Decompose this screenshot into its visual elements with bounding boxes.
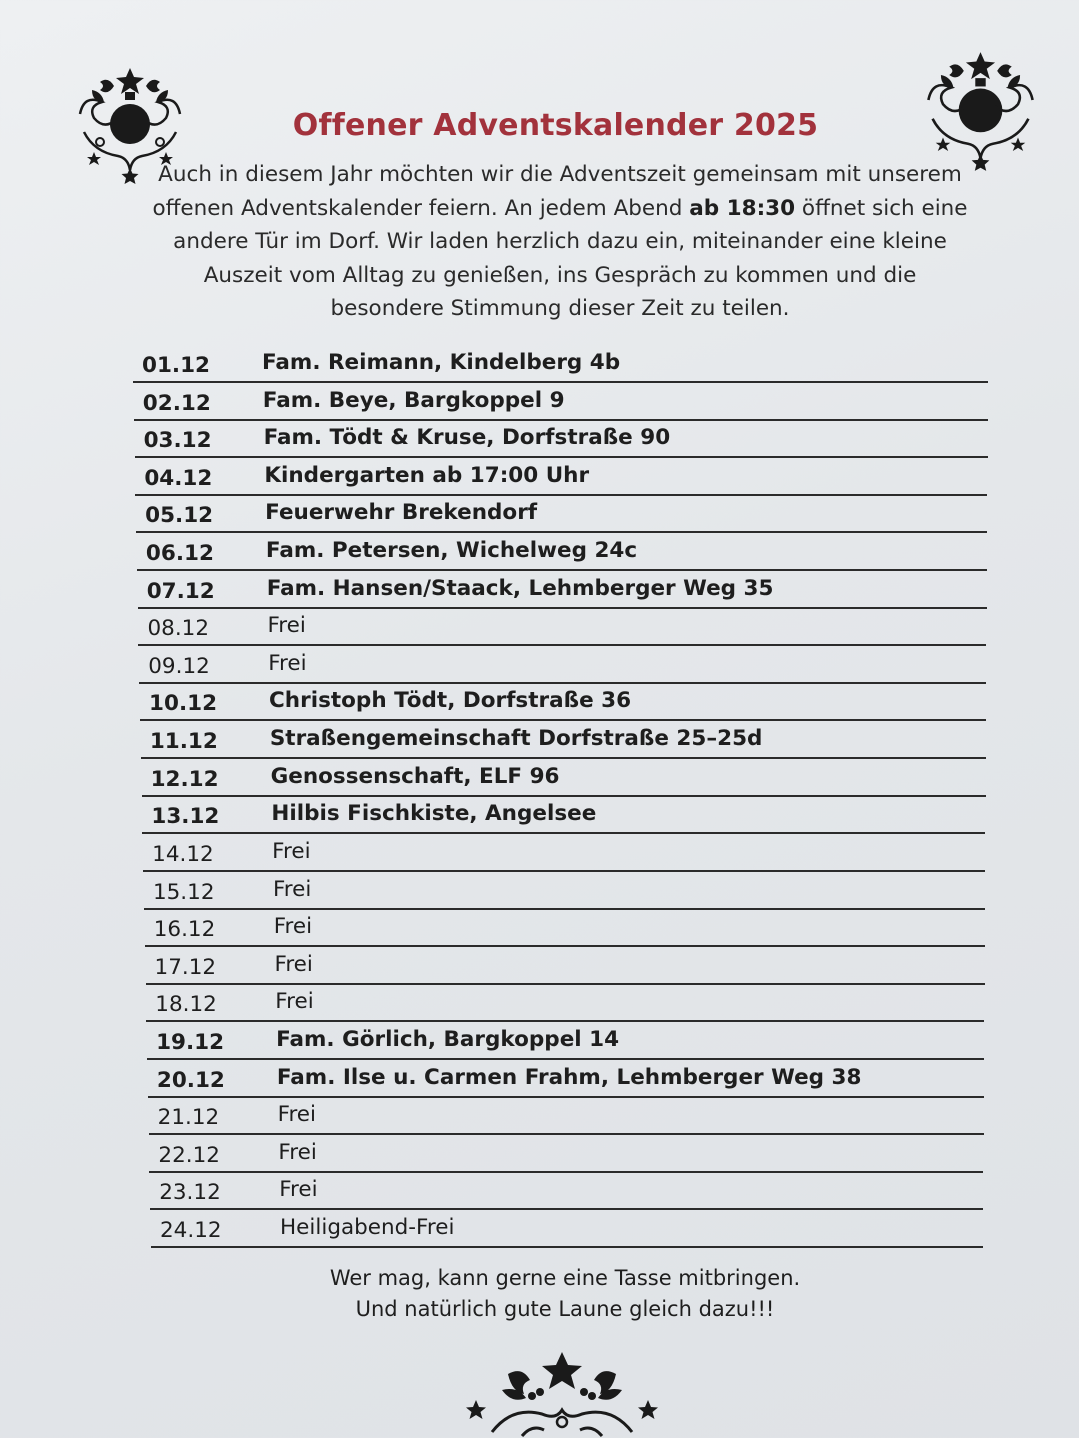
calendar-date: 06.12 (145, 541, 214, 567)
calendar-row (142, 759, 986, 797)
calendar-row (148, 1060, 984, 1098)
calendar-date: 10.12 (149, 691, 218, 717)
calendar-row (146, 984, 984, 1022)
calendar-host: Frei (278, 1139, 317, 1165)
calendar-date: 19.12 (156, 1029, 225, 1055)
calendar-row (150, 1172, 983, 1210)
calendar-date: 12.12 (150, 766, 219, 792)
calendar-row (141, 721, 986, 759)
calendar-date: 03.12 (143, 428, 212, 454)
calendar-date: 17.12 (154, 954, 217, 980)
calendar-row (144, 872, 985, 910)
calendar-row (146, 947, 985, 985)
calendar-row (147, 1022, 984, 1060)
calendar-row (142, 796, 985, 834)
calendar-host: Genossenschaft, ELF 96 (270, 763, 560, 789)
calendar-date: 16.12 (153, 917, 216, 943)
calendar-host: Frei (268, 650, 307, 676)
calendar-date: 11.12 (149, 729, 218, 755)
calendar-date: 24.12 (160, 1218, 222, 1243)
calendar-host: Fam. Görlich, Bargkoppel 14 (276, 1026, 620, 1052)
calendar-date: 13.12 (151, 804, 220, 830)
calendar-row (136, 495, 987, 533)
calendar-host: Kindergarten ab 17:00 Uhr (264, 462, 590, 488)
calendar-date: 04.12 (144, 465, 213, 491)
calendar-row (149, 1135, 983, 1173)
closing-line-2: Und natürlich gute Laune gleich dazu!!! (355, 1297, 775, 1321)
calendar-host: Fam. Petersen, Wichelweg 24c (265, 538, 638, 564)
page-title: Offener Adventskalender 2025 (292, 108, 819, 143)
calendar-host: Frei (267, 613, 306, 639)
intro-text-part2: öffnet sich eine andere Tür im Dorf. Wir laden herzlich dazu ein, miteinander eine kleine Auszeit vom Alltag zu genießen, ins Gespräch zu kommen und die besondere Stimmung dieser Zeit zu teilen. (173, 195, 968, 321)
calendar-host: Feuerwehr Brekendorf (265, 500, 538, 526)
calendar-row (145, 909, 985, 947)
calendar-host: Heiligabend-Frei (280, 1215, 455, 1240)
calendar-host: Frei (277, 1102, 317, 1128)
calendar-row (149, 1097, 984, 1135)
calendar-host: Straßengemeinschaft Dorfstraße 25–25d (269, 726, 763, 752)
holly-star-ornament-icon (462, 1350, 662, 1438)
calendar-date: 15.12 (152, 879, 215, 905)
calendar-row (134, 383, 988, 421)
calendar-date: 02.12 (142, 390, 211, 416)
calendar-date: 22.12 (158, 1142, 220, 1168)
calendar-row (133, 345, 988, 383)
calendar-row (138, 608, 986, 646)
calendar-host: Christoph Tödt, Dorfstraße 36 (269, 688, 632, 714)
calendar-host: Frei (275, 989, 314, 1015)
intro-text-part1: Auch in diesem Jahr möchten wir die Adventszeit gemeinsam mit unserem offenen Adventskalender feiern. An jedem Abend (152, 162, 962, 221)
calendar-date: 01.12 (142, 353, 211, 378)
calendar-host: Frei (279, 1177, 318, 1203)
calendar-host: Fam. Tödt & Kruse, Dorfstraße 90 (263, 425, 671, 451)
calendar-host: Frei (273, 914, 313, 940)
calendar-date: 23.12 (159, 1180, 221, 1206)
intro-time: ab 18:30 (689, 195, 796, 221)
calendar-row (138, 571, 987, 609)
calendar-date: 18.12 (155, 992, 217, 1018)
closing-line-1: Wer mag, kann gerne eine Tasse mitbringen. (329, 1266, 801, 1290)
calendar-host: Fam. Reimann, Kindelberg 4b (262, 350, 621, 375)
calendar-host: Fam. Hansen/Staack, Lehmberger Weg 35 (266, 575, 774, 601)
calendar-date: 08.12 (147, 616, 210, 642)
calendar-host: Fam. Ilse u. Carmen Frahm, Lehmberger Weg 38 (276, 1064, 862, 1090)
calendar-row (139, 646, 986, 684)
calendar-row (135, 420, 988, 458)
calendar-date: 09.12 (148, 653, 210, 679)
calendar-date: 07.12 (146, 578, 215, 604)
calendar-row (143, 834, 985, 872)
calendar-row (135, 458, 987, 496)
calendar-date: 21.12 (157, 1105, 220, 1131)
calendar-row (140, 683, 986, 721)
calendar-host: Hilbis Fischkiste, Angelsee (271, 801, 597, 827)
calendar-host: Fam. Beye, Bargkoppel 9 (262, 387, 565, 413)
calendar-host: Frei (272, 876, 312, 902)
calendar-date: 20.12 (156, 1067, 225, 1093)
calendar-host: Frei (272, 838, 311, 864)
calendar-host: Frei (274, 951, 313, 977)
calendar-row (151, 1210, 983, 1248)
calendar-row (137, 533, 987, 571)
calendar-date: 14.12 (152, 841, 214, 867)
calendar-date: 05.12 (145, 503, 214, 529)
closing-text (240, 1263, 890, 1325)
